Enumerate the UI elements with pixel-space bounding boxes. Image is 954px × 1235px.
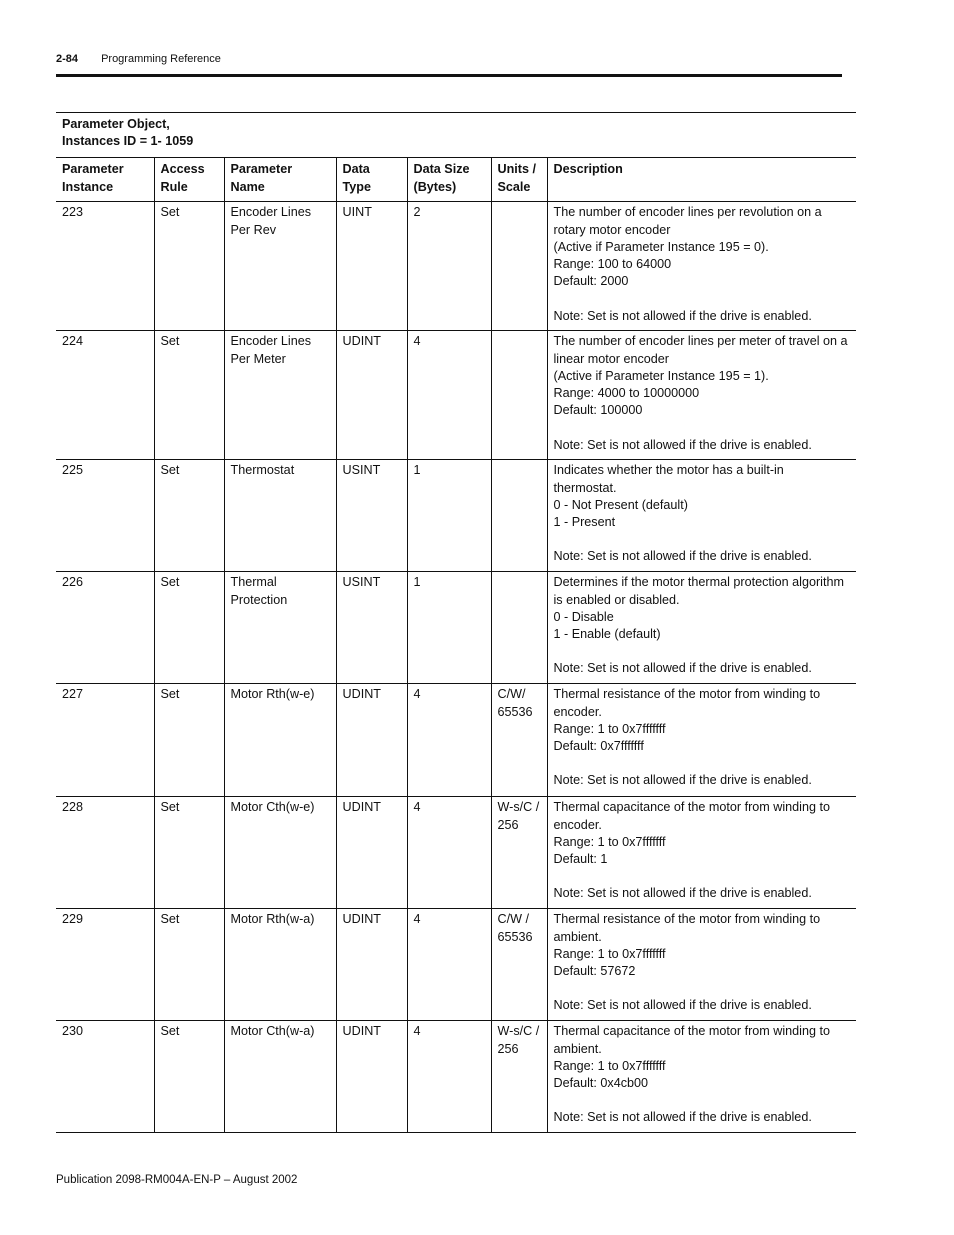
cell-units: W-s/C / 256 — [491, 1021, 547, 1133]
cell-description — [547, 909, 856, 1021]
cell-instance: 229 — [56, 909, 154, 1021]
header-rule — [56, 74, 842, 77]
description-note: Note: Set is not allowed if the drive is enabled. — [553, 437, 812, 452]
cell-instance: 228 — [56, 797, 154, 909]
col-header-instance-l1: Parameter — [62, 162, 124, 177]
col-header-instance — [56, 158, 154, 202]
description-line: Default: 0x4cb00 — [553, 1076, 649, 1091]
description-note: Note: Set is not allowed if the drive is enabled. — [553, 549, 812, 564]
col-header-units-l2: Scale — [497, 179, 531, 194]
cell-name: Motor Rth(w-e) — [224, 684, 336, 797]
cell-description — [547, 797, 856, 909]
description-line: 0 - Not Present (default) — [553, 497, 688, 512]
col-header-instance-l2: Instance — [62, 179, 114, 194]
cell-instance: 230 — [56, 1021, 154, 1133]
cell-description — [547, 1021, 856, 1133]
col-header-access — [154, 158, 224, 202]
cell-instance: 224 — [56, 331, 154, 460]
cell-units: W-s/C / 256 — [491, 797, 547, 909]
cell-name: Encoder Lines Per Rev — [224, 202, 336, 331]
cell-instance: 226 — [56, 572, 154, 684]
col-header-units — [491, 158, 547, 202]
cell-size: 1 — [407, 460, 491, 572]
cell-size: 4 — [407, 1021, 491, 1133]
cell-access: Set — [154, 202, 224, 331]
table-row — [56, 460, 856, 572]
cell-size: 4 — [407, 331, 491, 460]
cell-type: UDINT — [336, 797, 407, 909]
description-line: Range: 1 to 0x7fffffff — [553, 1058, 666, 1073]
cell-access: Set — [154, 909, 224, 1021]
col-header-type-l1: Data — [342, 162, 370, 177]
table-row — [56, 909, 856, 1021]
object-title — [56, 113, 856, 158]
cell-units — [491, 202, 547, 331]
description-line: 1 - Enable (default) — [553, 627, 661, 642]
page-header — [56, 53, 842, 65]
cell-size: 4 — [407, 797, 491, 909]
table-row — [56, 572, 856, 684]
description-line: The number of encoder lines per revolution on a rotary motor encoder — [553, 205, 822, 237]
description-line: The number of encoder lines per meter of travel on a linear motor encoder — [553, 334, 848, 366]
cell-units — [491, 331, 547, 460]
description-line: Range: 1 to 0x7fffffff — [553, 834, 666, 849]
description-line: Range: 1 to 0x7fffffff — [553, 721, 666, 736]
description-line: Range: 100 to 64000 — [553, 257, 672, 272]
page-footer: Publication 2098-RM004A-EN-P – August 2002 — [56, 1174, 298, 1186]
parameter-table-container — [56, 112, 856, 1133]
column-header-row — [56, 158, 856, 202]
cell-name: Motor Rth(w-a) — [224, 909, 336, 1021]
description-note: Note: Set is not allowed if the drive is enabled. — [553, 1110, 812, 1125]
description-line: Default: 57672 — [553, 964, 636, 979]
cell-size: 2 — [407, 202, 491, 331]
col-header-access-l1: Access — [160, 162, 205, 177]
page-number: 2-84 — [56, 53, 79, 65]
cell-type: UDINT — [336, 684, 407, 797]
description-line: (Active if Parameter Instance 195 = 1). — [553, 368, 769, 383]
description-line: Thermal capacitance of the motor from winding to ambient. — [553, 1024, 830, 1056]
cell-instance: 227 — [56, 684, 154, 797]
col-header-type-l2: Type — [342, 179, 371, 194]
description-line: Range: 4000 to 10000000 — [553, 386, 700, 401]
description-note: Note: Set is not allowed if the drive is enabled. — [553, 998, 812, 1013]
table-row — [56, 797, 856, 909]
description-line: Determines if the motor thermal protection algorithm is enabled or disabled. — [553, 575, 844, 607]
cell-name: Motor Cth(w-a) — [224, 1021, 336, 1133]
description-line: Indicates whether the motor has a built-in thermostat. — [553, 463, 784, 495]
description-line: Default: 100000 — [553, 403, 643, 418]
col-header-name-l1: Parameter — [230, 162, 293, 177]
cell-description — [547, 202, 856, 331]
description-line: Thermal resistance of the motor from winding to encoder. — [553, 687, 821, 719]
description-note: Note: Set is not allowed if the drive is enabled. — [553, 661, 812, 676]
cell-description — [547, 460, 856, 572]
description-line: Thermal capacitance of the motor from winding to encoder. — [553, 800, 830, 832]
cell-access: Set — [154, 572, 224, 684]
cell-units: C/W / 65536 — [491, 909, 547, 1021]
section-title: Programming Reference — [101, 53, 221, 65]
description-line: Default: 0x7fffffff — [553, 739, 644, 754]
cell-name: Motor Cth(w-e) — [224, 797, 336, 909]
description-line: Thermal resistance of the motor from winding to ambient. — [553, 912, 821, 944]
object-title-line1: Parameter Object, — [62, 117, 170, 131]
cell-type: UDINT — [336, 1021, 407, 1133]
cell-units — [491, 460, 547, 572]
cell-type: UINT — [336, 202, 407, 331]
description-line: Range: 1 to 0x7fffffff — [553, 946, 666, 961]
cell-name: Encoder Lines Per Meter — [224, 331, 336, 460]
description-note: Note: Set is not allowed if the drive is enabled. — [553, 886, 812, 901]
cell-description — [547, 684, 856, 797]
col-header-size — [407, 158, 491, 202]
description-note: Note: Set is not allowed if the drive is enabled. — [553, 773, 812, 788]
cell-type: USINT — [336, 460, 407, 572]
col-header-size-l2: (Bytes) — [413, 179, 457, 194]
col-header-units-l1: Units / — [497, 162, 536, 177]
description-line: (Active if Parameter Instance 195 = 0). — [553, 239, 769, 254]
cell-type: UDINT — [336, 331, 407, 460]
col-header-type — [336, 158, 407, 202]
cell-size: 1 — [407, 572, 491, 684]
col-header-size-l1: Data Size — [413, 162, 470, 177]
cell-name: Thermostat — [224, 460, 336, 572]
table-row — [56, 202, 856, 331]
cell-size: 4 — [407, 909, 491, 1021]
cell-units: C/W/ 65536 — [491, 684, 547, 797]
description-line: 1 - Present — [553, 515, 616, 530]
col-header-name-l2: Name — [230, 179, 265, 194]
col-header-access-l2: Rule — [160, 179, 188, 194]
cell-description — [547, 331, 856, 460]
parameter-table — [56, 112, 856, 1133]
cell-description — [547, 572, 856, 684]
description-line: Default: 2000 — [553, 274, 629, 289]
cell-size: 4 — [407, 684, 491, 797]
cell-access: Set — [154, 331, 224, 460]
description-line: Default: 1 — [553, 852, 608, 867]
col-header-description — [547, 158, 856, 202]
cell-access: Set — [154, 684, 224, 797]
table-row — [56, 331, 856, 460]
cell-instance: 225 — [56, 460, 154, 572]
cell-access: Set — [154, 1021, 224, 1133]
table-row — [56, 684, 856, 797]
col-header-name — [224, 158, 336, 202]
description-line: 0 - Disable — [553, 609, 614, 624]
cell-type: UDINT — [336, 909, 407, 1021]
cell-access: Set — [154, 797, 224, 909]
table-row — [56, 1021, 856, 1133]
cell-instance: 223 — [56, 202, 154, 331]
cell-type: USINT — [336, 572, 407, 684]
cell-access: Set — [154, 460, 224, 572]
object-title-line2: Instances ID = 1- 1059 — [62, 134, 194, 149]
cell-units — [491, 572, 547, 684]
description-note: Note: Set is not allowed if the drive is enabled. — [553, 308, 812, 323]
cell-name: Thermal Protection — [224, 572, 336, 684]
col-header-description-l1: Description — [553, 162, 623, 177]
